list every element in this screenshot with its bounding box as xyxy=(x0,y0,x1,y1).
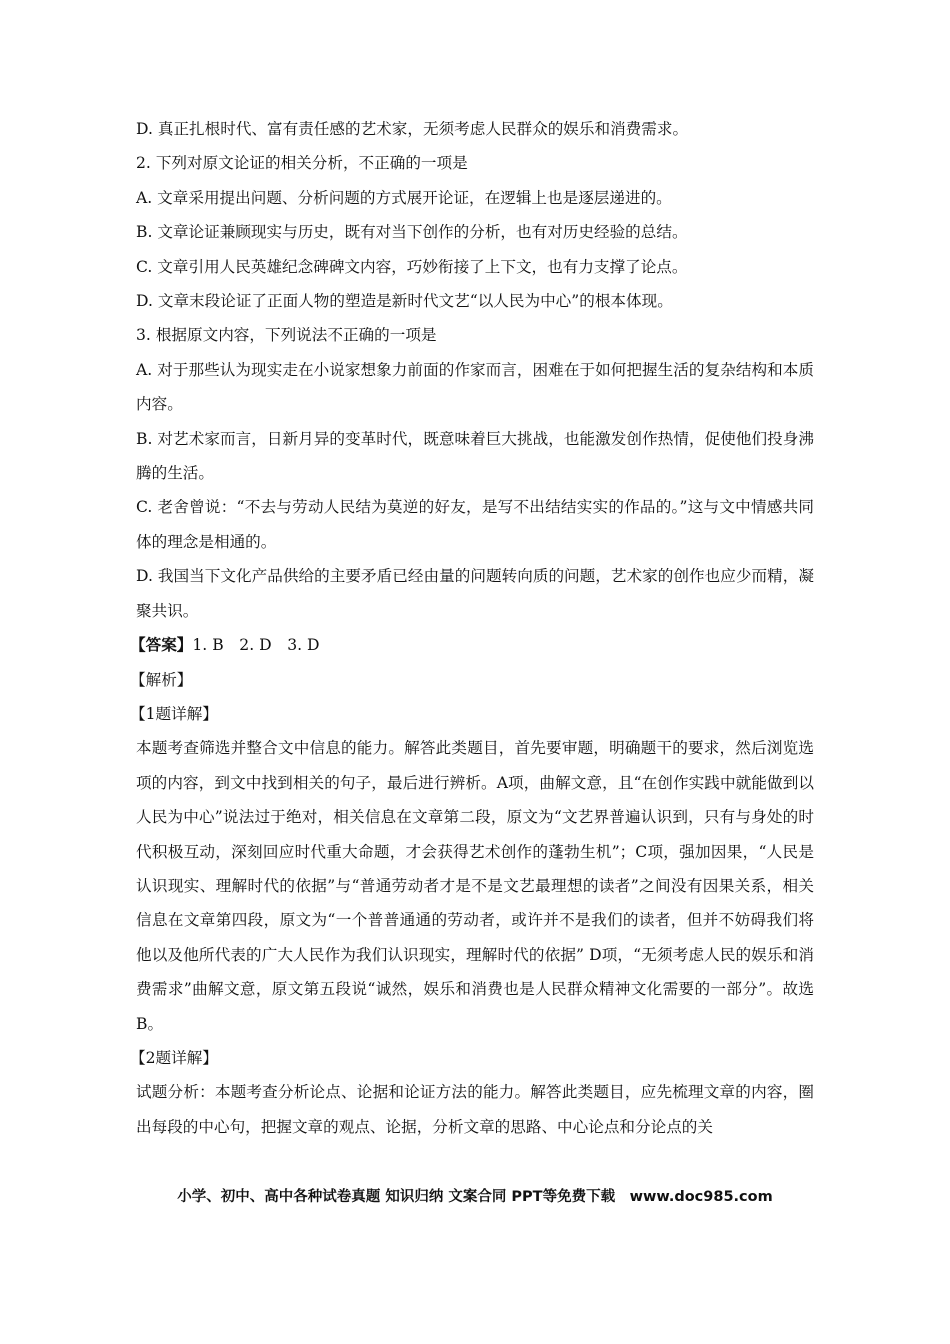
option-a-q2: A. 文章采用提出问题、分析问题的方式展开论证，在逻辑上也是逐层递进的。 xyxy=(136,188,672,207)
option-d-q3: D. 我国当下文化产品供给的主要矛盾已经由量的问题转向质的问题，艺术家的创作也应少而精，凝聚共识。 xyxy=(136,567,814,620)
option-b-q3: B. 对艺术家而言，日新月异的变革时代，既意味着巨大挑战，也能激发创作热情，促使他们投身沸腾的生活。 xyxy=(136,429,814,483)
option-c-q2: C. 文章引用人民英雄纪念碑碑文内容，巧妙衔接了上下文，也有力支撑了论点。 xyxy=(136,257,688,276)
document-body xyxy=(130,112,814,1144)
option-b-q2: B. 文章论证兼顾现实与历史，既有对当下创作的分析，也有对历史经验的总结。 xyxy=(136,223,688,242)
detail-1-text: 本题考查筛选并整合文中信息的能力。解答此类题目，首先要审题，明确题干的要求，然后浏览选项的内容，到文中找到相关的句子，最后进行辨析。A项，曲解文意，且“在创作实践中就能做到以人民为中心”说法过于绝对，相关信息在文章第二段，原文为“文艺界普遍认识到，只有与身处的时代积极互动，深刻回应时代重大命题，才会获得艺术创作的蓬勃生机”；C项，强加因果，“人民是认识现实、理解时代的依据”与“普通劳动者才是不是文艺最理想的读者”之间没有因果关系，相关信息在文章第四段，原文为“一个普普通通的劳动者，或许并不是我们的读者，但并不妨碍我们将他以及他所代表的广大人民作为我们认识现实，理解时代的依据” D项，“无须考虑人民的娱乐和消费需求”曲解文意，原文第五段说“诚然，娱乐和消费也是人民群众精神文化需要的一部分”。故选B。 xyxy=(136,739,814,1033)
answer-value: 1. B 2. D 3. D xyxy=(192,636,320,655)
detail-1-heading: 【1题详解】 xyxy=(130,704,218,723)
detail-2-heading: 【2题详解】 xyxy=(130,1048,218,1067)
option-c-q3: C. 老舍曾说：“不去与劳动人民结为莫逆的好友，是写不出结结实实的作品的。”这与文中情感共同体的理念是相通的。 xyxy=(136,498,814,551)
option-d-q2: D. 文章末段论证了正面人物的塑造是新时代文艺“以人民为中心”的根本体现。 xyxy=(136,292,673,311)
option-d-q1: D. 真正扎根时代、富有责任感的艺术家，无须考虑人民群众的娱乐和消费需求。 xyxy=(136,120,689,138)
footer-banner: 小学、初中、高中各种试卷真题 知识归纳 文案合同 PPT等免费下载 www.doc985.com xyxy=(177,1189,773,1205)
detail-2-text: 试题分析：本题考查分析论点、论据和论证方法的能力。解答此类题目，应先梳理文章的内容，圈出每段的中心句，把握文章的观点、论据，分析文章的思路、中心论点和分论点的关 xyxy=(136,1083,814,1136)
analysis-heading: 【解析】 xyxy=(130,670,193,689)
question-2: 2. 下列对原文论证的相关分析，不正确的一项是 xyxy=(136,154,468,173)
question-3: 3. 根据原文内容，下列说法不正确的一项是 xyxy=(136,326,437,345)
answer-line xyxy=(130,628,814,662)
answer-label: 【答案】 xyxy=(130,635,193,655)
option-a-q3: A. 对于那些认为现实走在小说家想象力前面的作家而言，困难在于如何把握生活的复杂结构和本质内容。 xyxy=(136,360,814,414)
